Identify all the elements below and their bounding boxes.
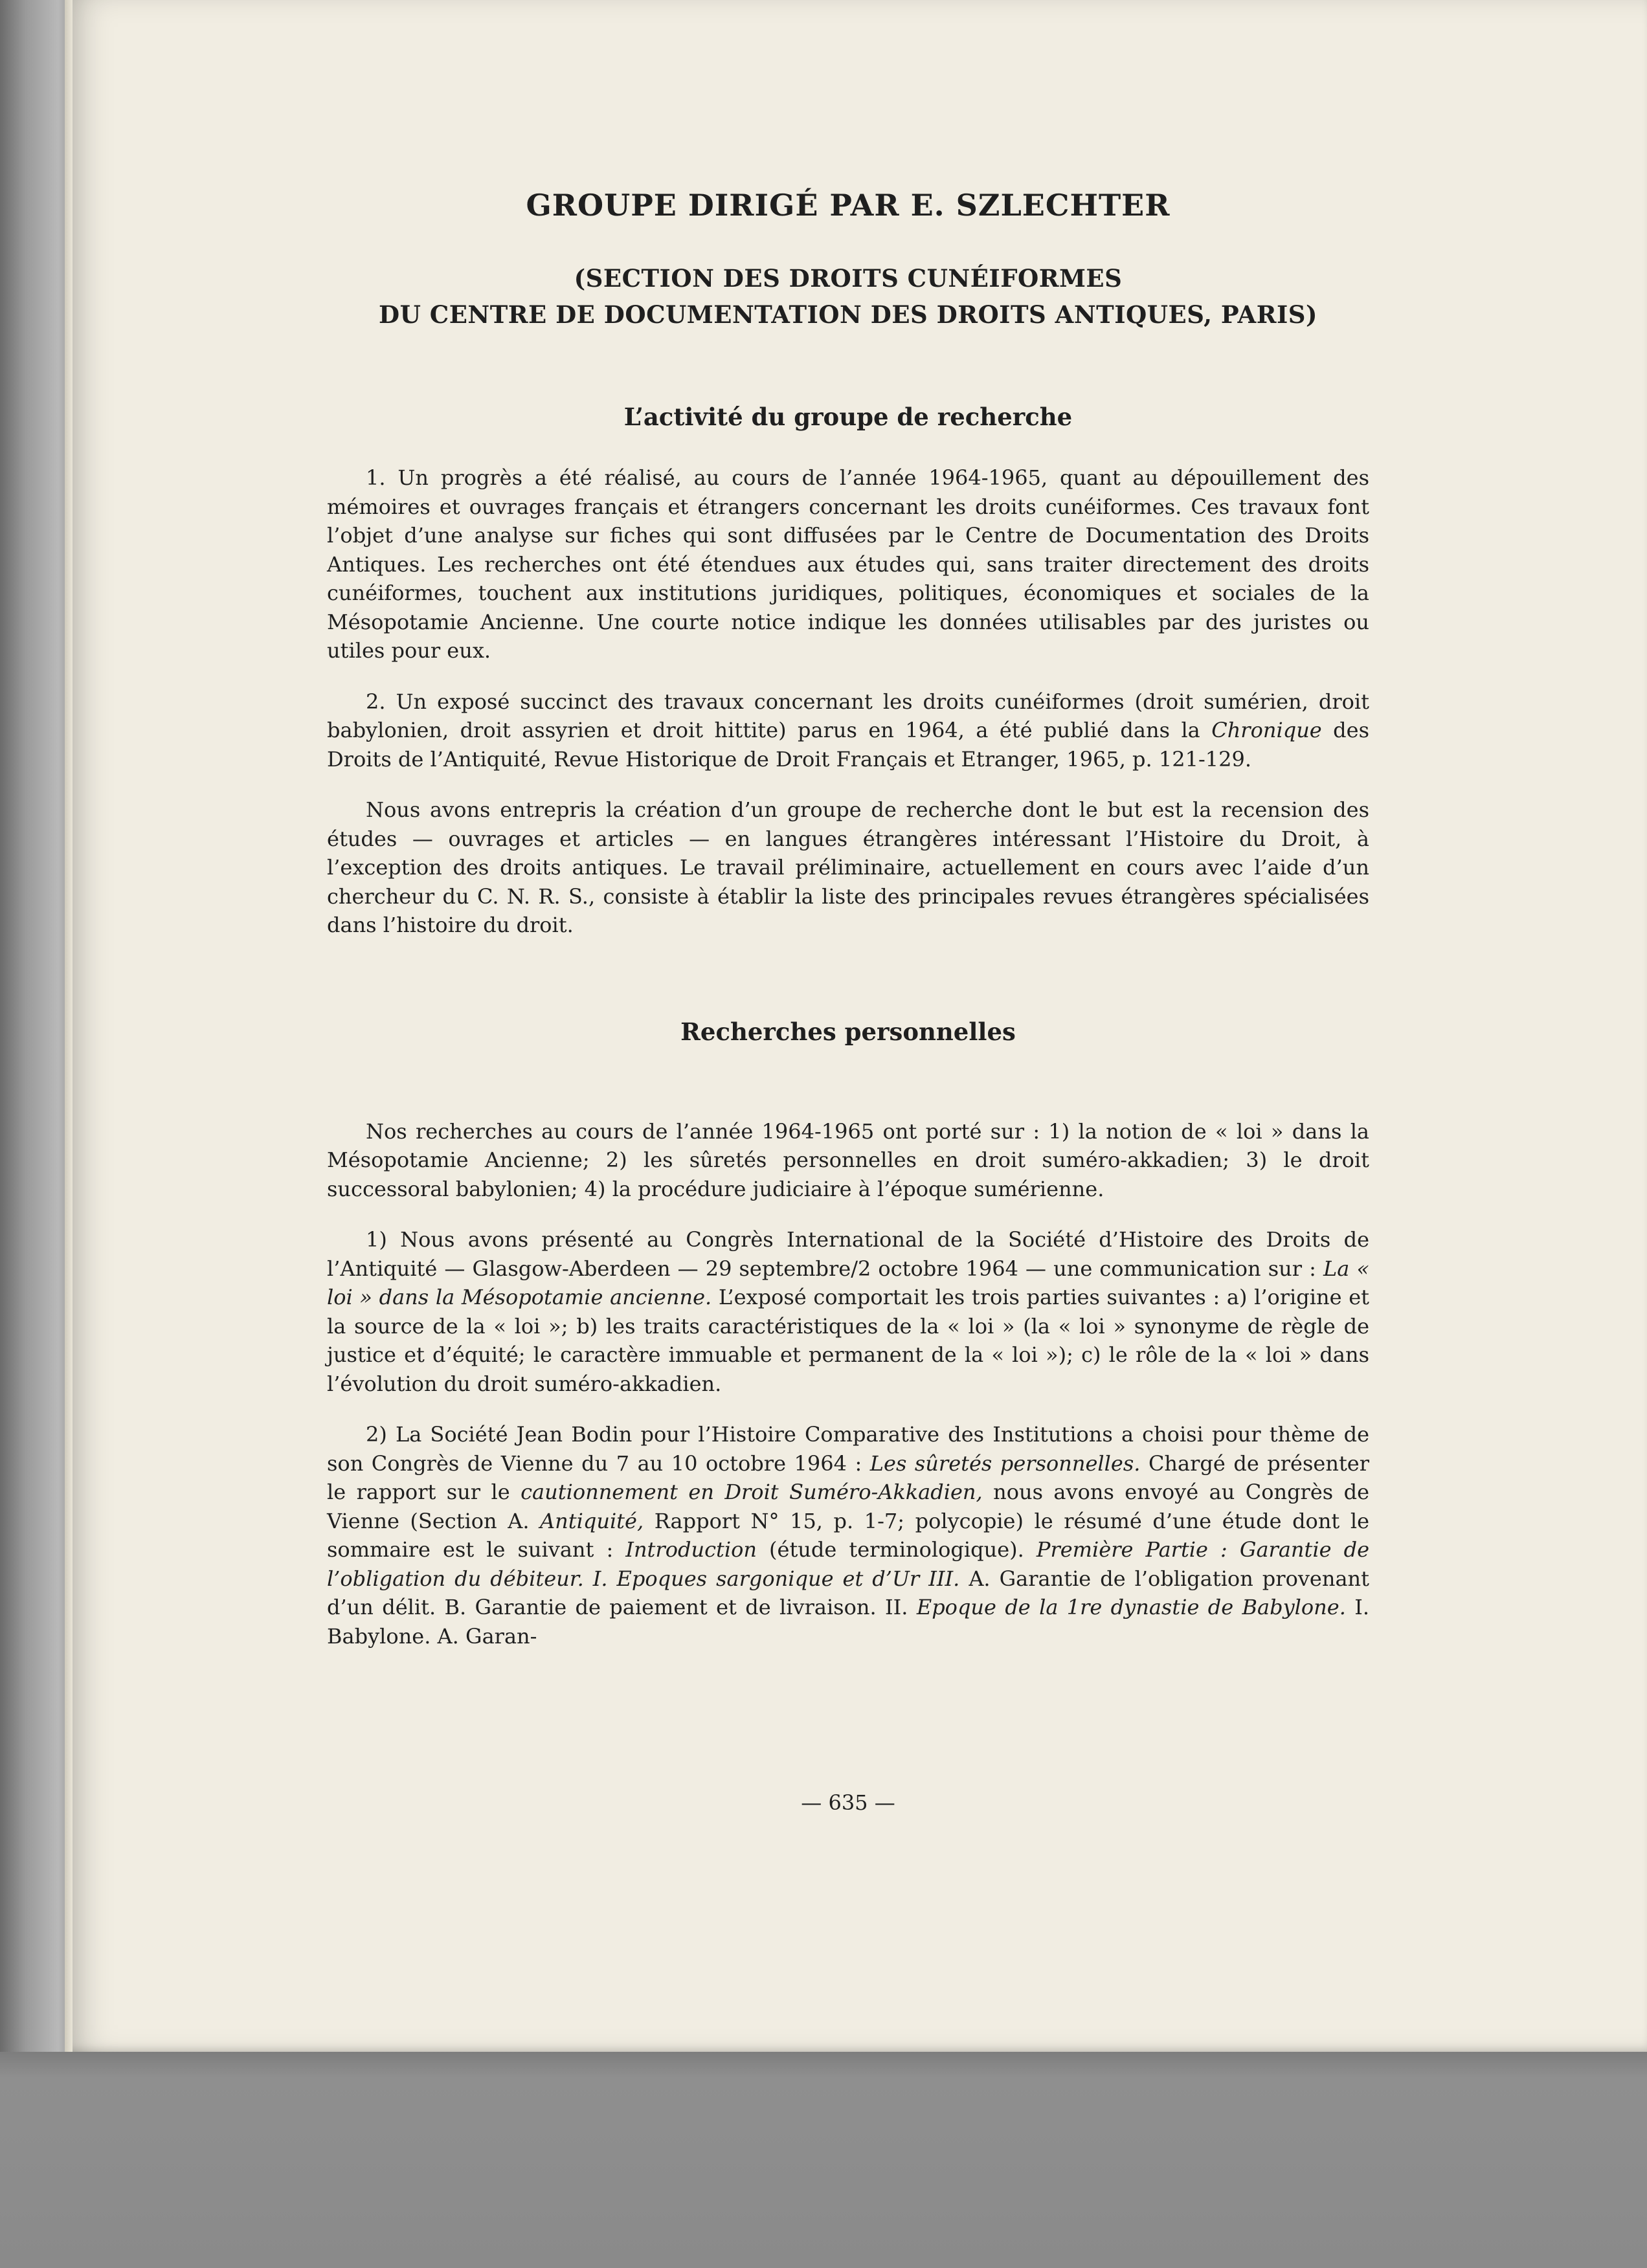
paragraph-recherches-2 bbox=[327, 1225, 1369, 1398]
subtitle-line-1: (SECTION DES DROITS CUNÉIFORMES bbox=[574, 264, 1123, 293]
text-run: 1) Nous avons présenté au Congrès International de la Société d’Histoire des Droits de l’Antiquité — Glasgow-Aberdeen — 29 septembre/2 octobre 1964 — une communication sur : bbox=[327, 1227, 1369, 1281]
text-run: 2) La Société Jean Bodin pour l’Histoire Comparative des Institutions a choisi pour thème de son Congrès de Vienne du 7 au 10 octobre 1964 : bbox=[327, 1422, 1369, 1476]
italic-run: Chronique bbox=[1211, 718, 1322, 742]
page-number: — 635 — bbox=[801, 1790, 895, 1815]
italic-run: Introduction bbox=[625, 1537, 757, 1562]
subtitle-line-2: DU CENTRE DE DOCUMENTATION DES DROITS ANTIQUES, PARIS) bbox=[379, 300, 1317, 329]
text-run: nous avons envoyé au Congrès de Vienne (Section A. bbox=[327, 1480, 1370, 1533]
paragraph-activite-3: Nous avons entrepris la création d’un groupe de recherche dont le but est la recension des études — ouvrages et articles — en langues étrangères intéressant l’Histoire du Droit, à l’exception des droits antiques. Le travail préliminaire, actuellement en cours avec l’aide d’un chercheur du C. N. R. S., consiste à établir la liste des principales revues étrangères spécialisées dans l’histoire du droit. bbox=[327, 797, 1369, 937]
paragraph-recherches-1: Nos recherches au cours de l’année 1964-1965 ont porté sur : 1) la notion de « loi » dans la Mésopotamie Ancienne; 2) les sûretés personnelles en droit suméro-akkadien; 3) le droit successoral babylonien; 4) la procédure judiciaire à l’époque sumérienne. bbox=[327, 1118, 1369, 1201]
italic-run: Les sûretés personnelles. bbox=[869, 1451, 1141, 1476]
paragraph-recherches-3 bbox=[327, 1420, 1369, 1651]
italic-run: cautionnement en Droit Suméro-Akkadien, bbox=[521, 1480, 983, 1504]
paragraph-activite-2 bbox=[327, 687, 1369, 774]
text-run: L’exposé comportait les trois parties suivantes : a) l’origine et la source de la « loi »; b) les traits caractéristiques de la « loi » (la « loi » synonyme de règle de justice et d’équité; le caractère immuable et permanent de la « loi »); c) le rôle de la « loi » dans l’évolution du droit suméro-akkadien. bbox=[327, 1285, 1370, 1396]
page-gutter-edge bbox=[65, 0, 73, 2052]
text-run: I. Babylone. A. Garan- bbox=[327, 1595, 1370, 1649]
italic-run: Première Partie : Garantie de l’obligation du débiteur. I. Epoques sargonique et d’Ur III. bbox=[327, 1537, 1370, 1591]
italic-run: Epoque de la 1re dynastie de Babylone. bbox=[916, 1595, 1346, 1619]
text-run: Rapport N° 15, p. 1-7; polycopie) le résumé d’une étude dont le sommaire est le suivant : bbox=[327, 1508, 1369, 1562]
page-text-block bbox=[327, 188, 1369, 1673]
section-heading-activite: L’activité du groupe de recherche bbox=[623, 403, 1073, 431]
section-heading-recherches: Recherches personnelles bbox=[680, 1017, 1016, 1046]
page-subtitle bbox=[327, 260, 1369, 333]
text-run: (étude terminologique). bbox=[769, 1537, 1024, 1562]
paragraph-activite-1: 1. Un progrès a été réalisé, au cours de l’année 1964-1965, quant au dépouillement des mémoires et ouvrages français et étrangers concernant les droits cunéiformes. Ces travaux font l’objet d’une analyse sur fiches qui sont diffusées par le Centre de Documentation des Droits Antiques. Les recherches ont été étendues aux études qui, sans traiter directement des droits cunéiformes, touchent aux institutions juridiques, politiques, économiques et sociales de la Mésopotamie Ancienne. Une courte notice indique les données utilisables par des juristes ou utiles pour eux. bbox=[327, 465, 1369, 663]
italic-run: Antiquité, bbox=[540, 1508, 644, 1533]
text-run: Chargé de présenter le rapport sur le bbox=[327, 1451, 1370, 1504]
text-run: des Droits de l’Antiquité, Revue Historique de Droit Français et Etranger, 1965, p. 121-129. bbox=[327, 718, 1370, 772]
scanner-bed-margin bbox=[0, 2052, 1647, 2268]
page-title: GROUPE DIRIGÉ PAR E. SZLECHTER bbox=[526, 188, 1171, 223]
text-run: 2. Un exposé succinct des travaux concernant les droits cunéiformes (droit sumérien, droit babylonien, droit assyrien et droit hittite) parus en 1964, a été publié dans la bbox=[327, 689, 1369, 742]
text-run: A. Garantie de l’obligation provenant d’un délit. B. Garantie de paiement et de livraison. II. bbox=[327, 1566, 1370, 1619]
italic-run: La « loi » dans la Mésopotamie ancienne. bbox=[327, 1256, 1370, 1309]
